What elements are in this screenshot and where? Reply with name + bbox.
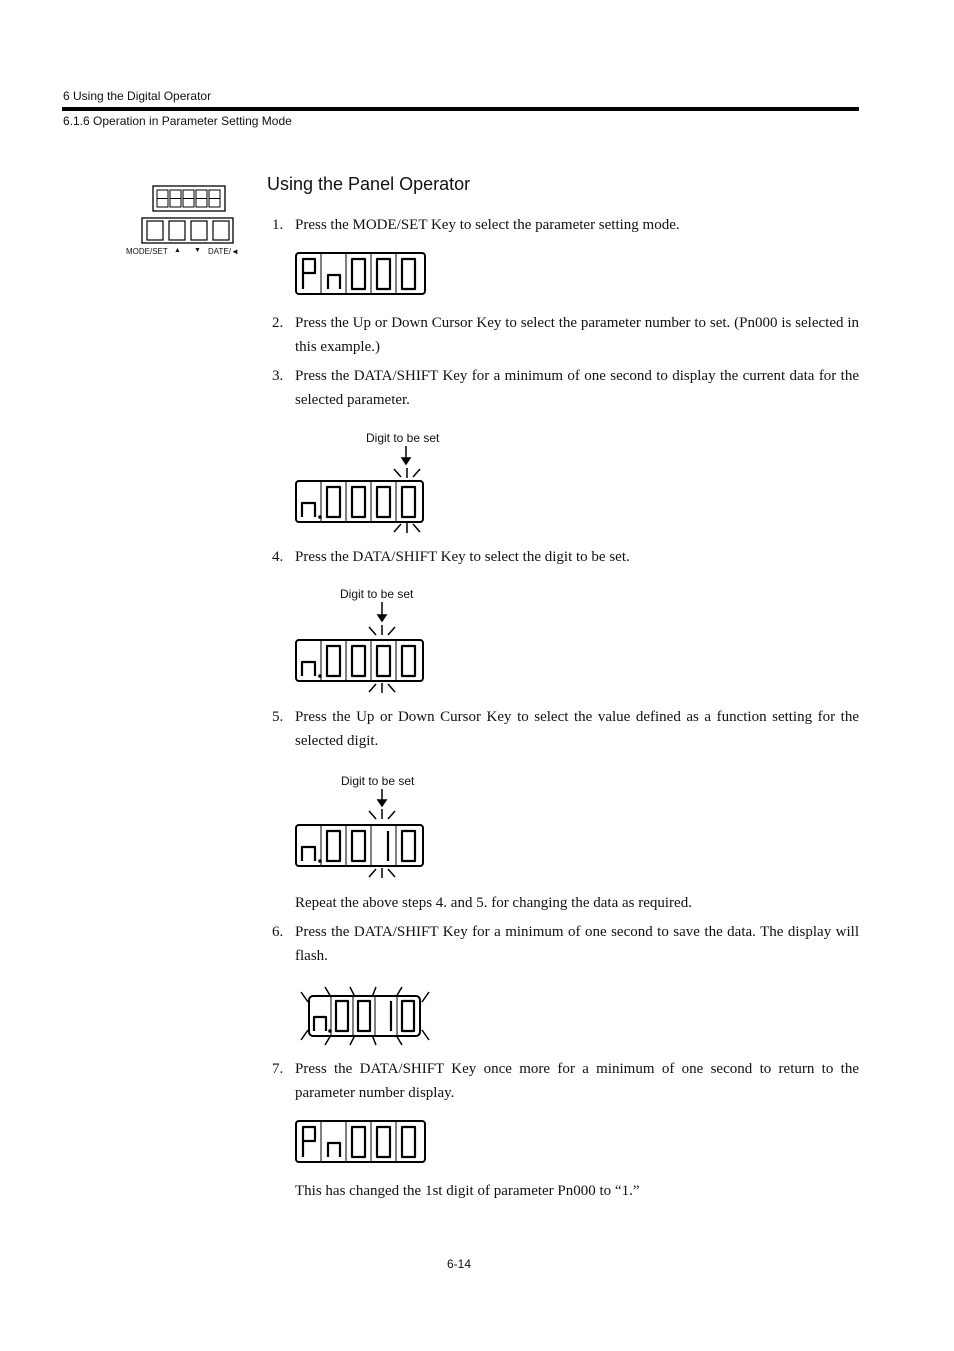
mode-set-key-label: MODE/SET <box>126 247 168 256</box>
section-header: 6.1.6 Operation in Parameter Setting Mode <box>63 114 292 128</box>
step-text: Press the DATA/SHIFT Key to select the digit to be set. <box>295 549 630 565</box>
panel-operator-figure <box>122 182 246 262</box>
step-number: 7. <box>272 1061 284 1077</box>
page-number: 6-14 <box>447 1257 472 1271</box>
display-n0000-step3 <box>294 446 428 538</box>
step-7 <box>272 1057 859 1105</box>
display-n0010-flashing <box>298 985 434 1047</box>
step-number: 6. <box>272 924 284 940</box>
step-1 <box>272 213 859 237</box>
step-6 <box>272 920 859 968</box>
step-text: Press the Up or Down Cursor Key to select the value defined as a function setting for the selected digit. <box>295 709 859 749</box>
down-key-label: ▼ <box>194 247 201 254</box>
final-note: This has changed the 1st digit of parameter Pn000 to “1.” <box>295 1183 640 1199</box>
digit-caption: Digit to be set <box>341 774 415 788</box>
up-key-label: ▲ <box>174 247 181 254</box>
step-number: 2. <box>272 315 284 331</box>
step-text: Press the DATA/SHIFT Key for a minimum of one second to save the data. The display will flash. <box>295 924 859 964</box>
display-n0010-step5 <box>294 789 428 881</box>
step-5 <box>272 705 859 753</box>
header-rule <box>62 107 859 111</box>
step-2 <box>272 311 859 359</box>
step-4 <box>272 545 859 569</box>
step-text: Press the DATA/SHIFT Key once more for a minimum of one second to return to the parameter number display. <box>295 1061 859 1101</box>
section-title: Using the Panel Operator <box>267 174 471 194</box>
display-pn000-step7 <box>295 1120 427 1164</box>
step-text: Press the Up or Down Cursor Key to select the parameter number to set. (Pn000 is selected in this example.) <box>295 315 859 355</box>
step-number: 3. <box>272 368 284 384</box>
chapter-header: 6 Using the Digital Operator <box>63 89 212 103</box>
step-number: 5. <box>272 709 284 725</box>
display-pn000-step1 <box>295 252 427 296</box>
step-3 <box>272 364 859 412</box>
step-number: 1. <box>272 217 284 233</box>
repeat-note: Repeat the above steps 4. and 5. for changing the data as required. <box>295 895 692 911</box>
step-text: Press the MODE/SET Key to select the parameter setting mode. <box>295 217 680 233</box>
data-key-label: DATE/◄ <box>208 247 239 256</box>
digit-caption: Digit to be set <box>366 431 440 445</box>
display-n0000-step4 <box>294 602 428 694</box>
step-text: Press the DATA/SHIFT Key for a minimum of one second to display the current data for the selected parameter. <box>295 368 859 408</box>
step-number: 4. <box>272 549 284 565</box>
digit-caption: Digit to be set <box>340 587 414 601</box>
